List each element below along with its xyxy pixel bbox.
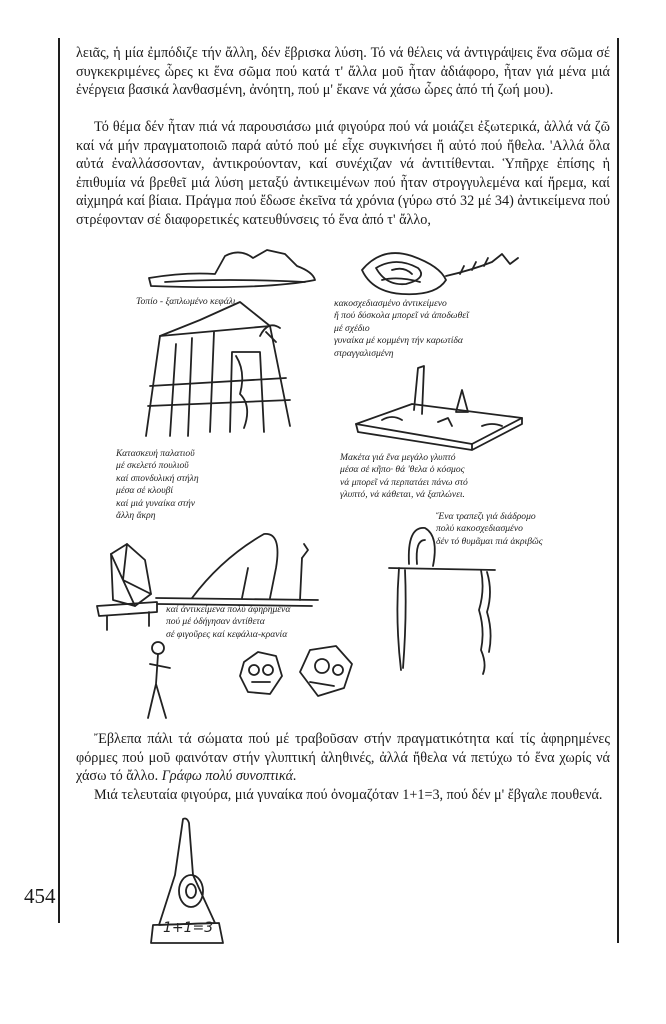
object-sketch [352, 240, 527, 302]
caption-object: κακοσχεδιασμένο ἀντικείμενο ἤ πού δύσκολα μπορεῖ νά ἀποδωθεῖ μέ σχέδιο γυναίκα μέ κομμένη τήν καρωτίδα στραγγαλισμένη [334, 298, 469, 359]
palace-sketch [140, 296, 300, 441]
bent-rod-sketch [152, 528, 322, 610]
page-number: 454 [24, 884, 56, 908]
skull-head-sketch-1 [236, 648, 286, 698]
caption-palace: Κατασκευή παλατιοῦ μέ σκελετό πουλιοῦ καί σπονδυλική στήλη μέσα σέ κλουβί καί μιά γυναίκα στήν ἄλλη ἄκρη [116, 448, 199, 522]
paragraph-1: λειᾶς, ἡ μία ἐμπόδιζε τήν ἄλλη, δέν ἔβρισκα λύση. Τό νά θέλεις νά ἀντιγράψεις ἕνα σῶμα σέ συγκεκριμένες ὧρες κι ἕνα σῶμα πού κατά τ' ἄλλα μοῦ ἦταν ἀδιάφορο, ἦταν γιά μένα μιά ἐνέργεια βασικά λανθασμένη, ἀνόητη, πού μ' ἔκανε νά χάσω ὧρες ἀπό τή ζωή μου). [76, 45, 610, 99]
paragraph-3: Ἔβλεπα πάλι τά σώματα πού μέ τραβοῦσαν στήν πραγματικότητα καί τίς ἀφηρημένες φόρμες πού μοῦ φαινόταν στήν γλυπτική ἀληθινές, ἀλλά ἤθελα νά πετύχω τό ἕνα χωρίς νά χάσω τό ἄλλο. Γράφω πολύ συνοπτικά. [76, 731, 610, 785]
garden-model-sketch [352, 360, 527, 446]
paragraph-4: Μιά τελευταία φιγούρα, μιά γυναίκα πού ὀνομαζόταν 1+1=3, πού δέν μ' ἔβγαλε πουθενά. [94, 787, 603, 803]
skull-head-sketch-2 [294, 642, 356, 700]
abstract-object-sketch [95, 540, 160, 632]
figure-label: 1+1=3 [163, 920, 214, 936]
paragraph-3-emphasis: Γράφω πολύ συνοπτικά. [161, 768, 297, 785]
caption-table: Ἕνα τραπεζι γιά διάδρομο πολύ κακοσχεδιασμένο δέν τό θυμᾶμαι πιά ἀκριβῶς [436, 511, 543, 547]
small-figure-sketch [140, 638, 180, 722]
paragraph-2: Τό θέμα δέν ἦταν πιά νά παρουσιάσω μιά φιγούρα πού νά μοιάζει ἐξωτερικά, ἀλλά νά ζῶ καί νά μήν πραγματοποιῶ παρά αὐτό πού μέ εἶχε συγκινήσει ἤ αὐτό πού ἤθελα. 'Αλλά ὅλα αὐτά ἐναλλάσσονταν, ἀντικρούονταν, καί συνέχιζαν νά ἀντιτίθενται. Ὑπῆρχε ἐπίσης ἡ ἐπιθυμία νά βρεθεῖ μιά λύση μεταξύ ἀντικειμένων πού ἦταν στρογγυλεμένα καί ἤρεμα, καί αἰχμηρά καί βίαια. Πράγμα πού ἔδωσε ἐκεῖνα τά χρόνια (γύρω στό 32 μέ 34) ἀντικείμενα πού στρέφονταν σέ διαφορετικές κατευθύνσεις τό ἕνα ἀπό τ' ἄλλο, [76, 119, 610, 228]
caption-model: Μακέτα γιά ἕνα μεγάλο γλυπτό μέσα σέ κῆπο· θά 'θελα ὁ κόσμος νά μπορεῖ νά περπατάει πάνω στό γλυπτό, νά κάθεται, νά ξαπλώνει. [340, 452, 468, 501]
caption-landscape: Τοπίο - ξαπλωμένο κεφάλι [136, 296, 236, 307]
landscape-head-sketch [145, 244, 320, 294]
left-margin-rule [58, 38, 60, 923]
right-margin-rule [617, 38, 619, 943]
caption-abstract: καί ἀντικείμενα πολύ ἀφηρημένα πού μέ ὁδήγησαν ἀντίθετα σέ φιγοῦρες καί κεφάλια-κρανία [166, 604, 291, 640]
